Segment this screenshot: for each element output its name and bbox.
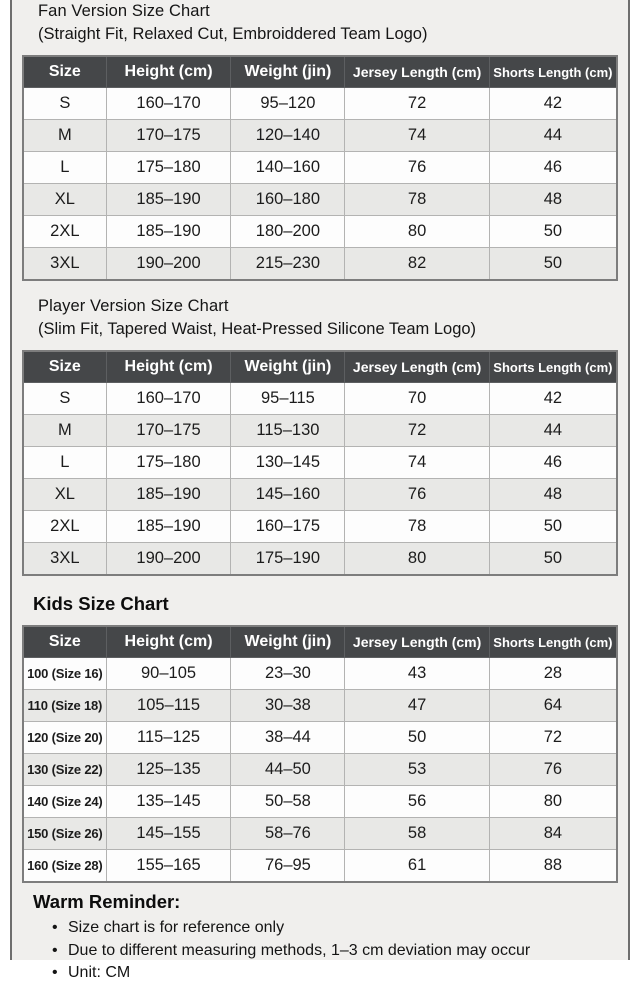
table-cell: 72	[345, 88, 489, 120]
table-cell: 56	[345, 786, 489, 818]
table-row	[23, 818, 617, 850]
table-cell: 105–115	[106, 690, 231, 722]
table-row	[23, 658, 617, 690]
section-kids	[12, 592, 628, 883]
table-cell: 61	[345, 850, 489, 883]
kids-section-title: Kids Size Chart	[33, 593, 169, 614]
kids-size-table	[22, 625, 618, 883]
column-header: Weight (jin)	[231, 56, 345, 88]
table-row	[23, 184, 617, 216]
section-fan-version	[12, 0, 628, 281]
table-cell: 110 (Size 18)	[23, 690, 106, 722]
table-cell: 50	[345, 722, 489, 754]
column-header: Size	[23, 626, 106, 658]
table-cell: 72	[489, 722, 617, 754]
table-cell: 44–50	[231, 754, 345, 786]
table-cell: 125–135	[106, 754, 231, 786]
column-header: Shorts Length (cm)	[489, 626, 617, 658]
column-header: Weight (jin)	[231, 626, 345, 658]
table-cell: S	[23, 383, 106, 415]
table-row	[23, 543, 617, 576]
table-row	[23, 722, 617, 754]
warm-reminder-title: Warm Reminder:	[33, 891, 181, 912]
table-cell: 84	[489, 818, 617, 850]
reminder-item: • Due to different measuring methods, 1–3 cm deviation may occur	[52, 940, 628, 963]
table-row	[23, 479, 617, 511]
header-row	[23, 351, 617, 383]
table-row	[23, 248, 617, 281]
player-section-title: Player Version Size Chart	[38, 297, 229, 315]
table-cell: 50	[489, 248, 617, 281]
fan-section-title: Fan Version Size Chart	[38, 2, 210, 20]
table-cell: 160–170	[106, 88, 231, 120]
section-player-version	[12, 295, 628, 576]
table-cell: 78	[345, 511, 489, 543]
table-cell: 160–170	[106, 383, 231, 415]
table-cell: 120 (Size 20)	[23, 722, 106, 754]
header-row	[23, 626, 617, 658]
column-header: Height (cm)	[106, 56, 231, 88]
table-cell: M	[23, 415, 106, 447]
table-cell: 80	[489, 786, 617, 818]
table-cell: 46	[489, 152, 617, 184]
table-cell: 80	[345, 216, 489, 248]
table-cell: 170–175	[106, 120, 231, 152]
warm-reminder-list	[12, 917, 628, 985]
table-cell: 175–180	[106, 152, 231, 184]
column-header: Shorts Length (cm)	[489, 56, 617, 88]
table-cell: 50	[489, 543, 617, 576]
table-row	[23, 850, 617, 883]
table-cell: L	[23, 447, 106, 479]
table-cell: 185–190	[106, 479, 231, 511]
column-header: Height (cm)	[106, 351, 231, 383]
column-header: Shorts Length (cm)	[489, 351, 617, 383]
header-row	[23, 56, 617, 88]
table-cell: 43	[345, 658, 489, 690]
table-cell: XL	[23, 184, 106, 216]
table-row	[23, 447, 617, 479]
table-row	[23, 415, 617, 447]
table-cell: 74	[345, 447, 489, 479]
size-chart-panel	[10, 0, 630, 981]
table-cell: 115–130	[231, 415, 345, 447]
table-cell: 160 (Size 28)	[23, 850, 106, 883]
table-row	[23, 216, 617, 248]
table-cell: 80	[345, 543, 489, 576]
table-cell: 175–180	[106, 447, 231, 479]
table-cell: 170–175	[106, 415, 231, 447]
table-cell: 76–95	[231, 850, 345, 883]
table-cell: 76	[345, 479, 489, 511]
table-cell: 95–115	[231, 383, 345, 415]
table-cell: 50	[489, 216, 617, 248]
table-cell: 48	[489, 184, 617, 216]
table-cell: 150 (Size 26)	[23, 818, 106, 850]
table-cell: 155–165	[106, 850, 231, 883]
table-cell: 120–140	[231, 120, 345, 152]
table-cell: 48	[489, 479, 617, 511]
table-cell: 95–120	[231, 88, 345, 120]
table-cell: 76	[489, 754, 617, 786]
table-cell: 30–38	[231, 690, 345, 722]
reminder-item: • Unit: CM	[52, 962, 628, 985]
table-cell: 50	[489, 511, 617, 543]
table-cell: 145–155	[106, 818, 231, 850]
fan-size-table	[22, 55, 618, 281]
table-cell: 70	[345, 383, 489, 415]
table-cell: 135–145	[106, 786, 231, 818]
column-header: Height (cm)	[106, 626, 231, 658]
column-header: Size	[23, 351, 106, 383]
table-cell: S	[23, 88, 106, 120]
table-cell: 47	[345, 690, 489, 722]
column-header: Weight (jin)	[231, 351, 345, 383]
reminder-item: • Size chart is for reference only	[52, 917, 628, 940]
player-section-subtitle: (Slim Fit, Tapered Waist, Heat-Pressed Silicone Team Logo)	[38, 320, 477, 338]
table-cell: 175–190	[231, 543, 345, 576]
column-header: Jersey Length (cm)	[345, 56, 489, 88]
table-cell: L	[23, 152, 106, 184]
table-cell: 90–105	[106, 658, 231, 690]
table-cell: 215–230	[231, 248, 345, 281]
column-header: Size	[23, 56, 106, 88]
table-row	[23, 786, 617, 818]
table-cell: 50–58	[231, 786, 345, 818]
table-cell: 130 (Size 22)	[23, 754, 106, 786]
table-cell: 58	[345, 818, 489, 850]
table-cell: 160–180	[231, 184, 345, 216]
table-cell: 140 (Size 24)	[23, 786, 106, 818]
table-row	[23, 511, 617, 543]
table-cell: 42	[489, 88, 617, 120]
table-cell: 72	[345, 415, 489, 447]
table-cell: 23–30	[231, 658, 345, 690]
table-cell: 44	[489, 120, 617, 152]
table-cell: 82	[345, 248, 489, 281]
table-cell: 58–76	[231, 818, 345, 850]
table-cell: 78	[345, 184, 489, 216]
table-cell: M	[23, 120, 106, 152]
table-cell: 185–190	[106, 511, 231, 543]
table-cell: 42	[489, 383, 617, 415]
table-cell: 190–200	[106, 543, 231, 576]
table-cell: 185–190	[106, 216, 231, 248]
table-row	[23, 754, 617, 786]
table-cell: 3XL	[23, 248, 106, 281]
table-cell: 115–125	[106, 722, 231, 754]
table-cell: 3XL	[23, 543, 106, 576]
table-cell: 53	[345, 754, 489, 786]
table-cell: 2XL	[23, 511, 106, 543]
table-cell: 130–145	[231, 447, 345, 479]
fan-section-subtitle: (Straight Fit, Relaxed Cut, Embroiddered Team Logo)	[38, 25, 428, 43]
table-cell: 88	[489, 850, 617, 883]
warm-reminder-section	[12, 890, 628, 985]
column-header: Jersey Length (cm)	[345, 626, 489, 658]
table-cell: 64	[489, 690, 617, 722]
table-cell: 160–175	[231, 511, 345, 543]
table-cell: 185–190	[106, 184, 231, 216]
table-cell: 2XL	[23, 216, 106, 248]
table-cell: 100 (Size 16)	[23, 658, 106, 690]
table-cell: 28	[489, 658, 617, 690]
table-row	[23, 690, 617, 722]
table-cell: 76	[345, 152, 489, 184]
table-cell: 38–44	[231, 722, 345, 754]
table-cell: XL	[23, 479, 106, 511]
player-size-table	[22, 350, 618, 576]
table-cell: 145–160	[231, 479, 345, 511]
table-cell: 44	[489, 415, 617, 447]
table-cell: 140–160	[231, 152, 345, 184]
table-row	[23, 383, 617, 415]
table-cell: 180–200	[231, 216, 345, 248]
table-row	[23, 152, 617, 184]
table-cell: 74	[345, 120, 489, 152]
table-cell: 190–200	[106, 248, 231, 281]
table-cell: 46	[489, 447, 617, 479]
column-header: Jersey Length (cm)	[345, 351, 489, 383]
table-row	[23, 120, 617, 152]
table-row	[23, 88, 617, 120]
